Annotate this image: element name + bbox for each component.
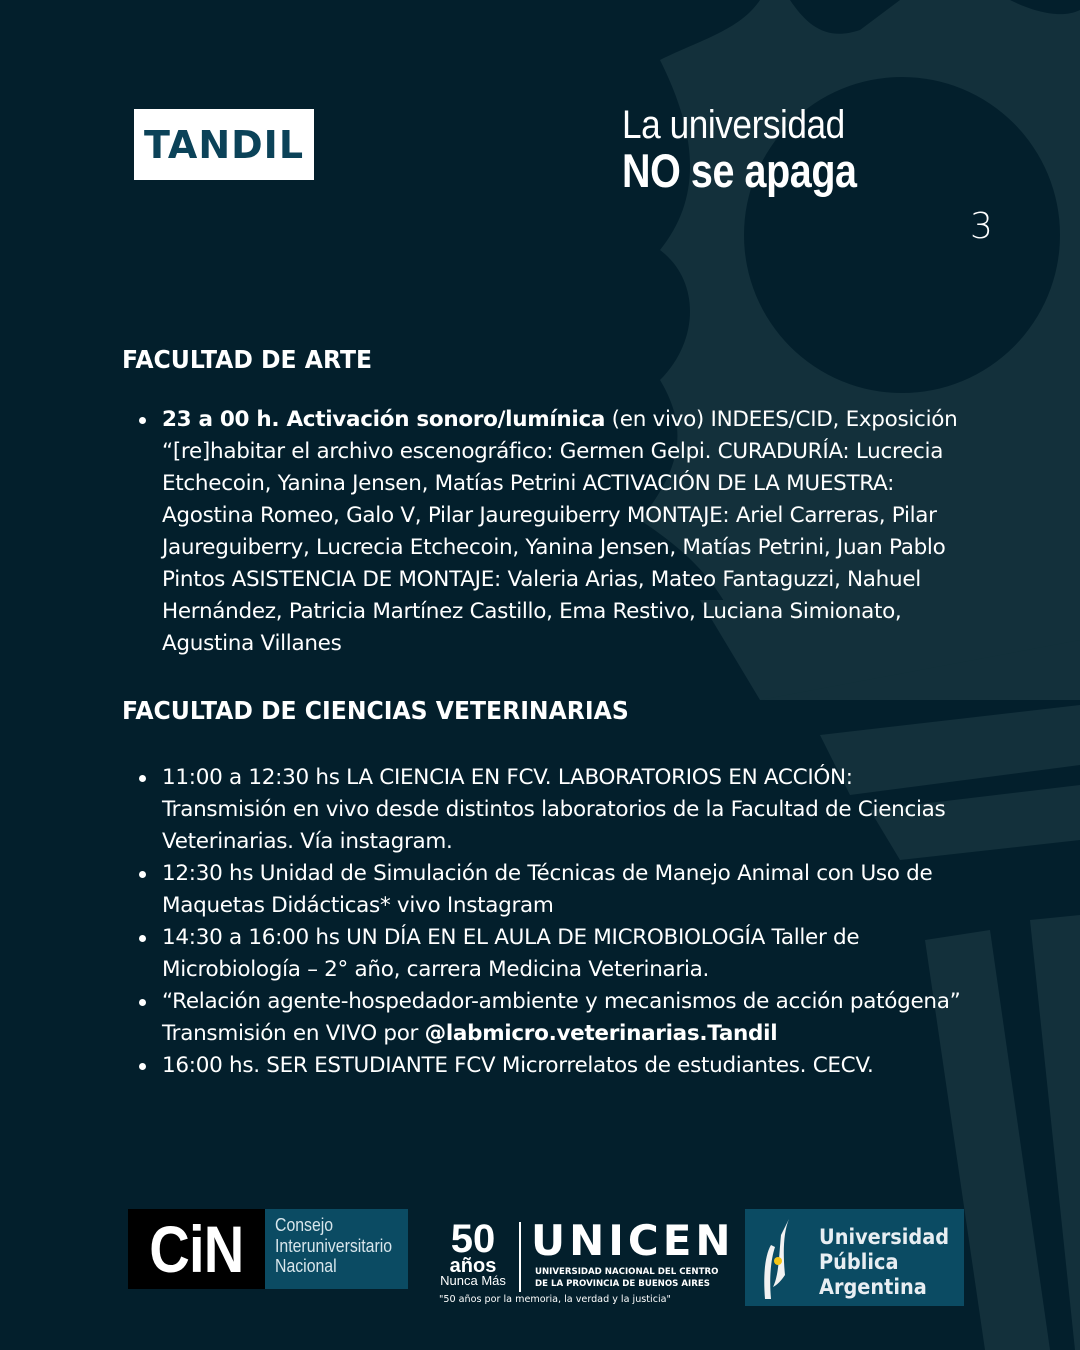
- section-title-veterinarias: FACULTAD DE CIENCIAS VETERINARIAS: [122, 696, 629, 725]
- unicen-subtitle: [535, 1266, 718, 1290]
- upa-line-1: Universidad: [819, 1225, 950, 1249]
- unicen-quote: "50 años por la memoria, la verdad y la justicia": [439, 1294, 671, 1305]
- event-description: 12:30 hs Unidad de Simulación de Técnicas de Manejo Animal con Uso de Maquetas Didácticas* vivo Instagram: [162, 861, 933, 918]
- nunca-mas: Nunca Más: [440, 1273, 506, 1288]
- event-description: 11:00 a 12:30 hs LA CIENCIA EN FCV. LABORATORIOS EN ACCIÓN: Transmisión en vivo desde distintos laboratorios de la Facultad de Ciencias Veterinarias. Vía instagram.: [162, 765, 946, 854]
- list-item: [130, 986, 970, 1050]
- cin-line-3: Nacional: [274, 1256, 337, 1276]
- unicen-logo: [433, 1216, 735, 1313]
- location-badge: [134, 109, 314, 180]
- list-item: [130, 858, 970, 922]
- unicen-brand: UNICEN: [531, 1216, 735, 1265]
- event-description: (en vivo) INDEES/CID, Exposición “[re]habitar el archivo escenográfico: Germen Gelpi. CURADURÍA: Lucrecia Etchecoin, Yanina Jensen, Matías Petrini ACTIVACIÓN DE LA MUESTRA: Agostina Romeo, Galo V, Pilar Jaureguiberry MONTAJE: Ariel Carreras, Pilar Jaureguiberry, Lucrecia Etchecoin, Yanina Jensen, Matías Petrini, Juan Pablo Pintos ASISTENCIA DE MONTAJE: Valeria Arias, Mateo Fantaguzzi, Nahuel Hernández, Patricia Martínez Castillo, Ema Restivo, Luciana Simionato, Agustina Villanes: [162, 407, 958, 656]
- event-description: 14:30 a 16:00 hs UN DÍA EN EL AULA DE MICROBIOLOGÍA Taller de Microbiología – 2° año, carrera Medicina Veterinaria.: [162, 925, 860, 982]
- event-highlight: 23 a 00 h. Activación sonoro/lumínica: [162, 407, 606, 432]
- cin-acronym: CiN: [149, 1212, 244, 1286]
- list-item: [130, 1050, 970, 1082]
- upa-line-3: Argentina: [819, 1275, 927, 1299]
- cin-logo-mark: [128, 1209, 265, 1289]
- cin-line-2: Interuniversitario: [274, 1235, 393, 1256]
- fifty-years-mark: [433, 1217, 513, 1288]
- universidad-publica-argentina-logo: [745, 1209, 964, 1306]
- instagram-handle: @labmicro.veterinarias.Tandil: [424, 1021, 778, 1046]
- logo-divider: [519, 1222, 521, 1292]
- slogan-line-2: NO se apaga: [622, 144, 857, 197]
- fifty-anos: años: [449, 1255, 497, 1277]
- event-description: 16:00 hs. SER ESTUDIANTE FCV Microrrelatos de estudiantes. CECV.: [162, 1053, 874, 1078]
- section-title-arte: FACULTAD DE ARTE: [122, 345, 373, 374]
- campaign-slogan: [622, 102, 892, 197]
- list-item: [130, 922, 970, 986]
- upa-mark-icon: [759, 1215, 799, 1301]
- list-item: [130, 404, 970, 660]
- unicen-subtitle-line-2: DE LA PROVINCIA DE BUENOS AIRES: [535, 1279, 710, 1289]
- upa-line-2: Pública: [819, 1250, 899, 1274]
- fifty-number: 50: [450, 1217, 496, 1261]
- location-badge-text: TANDIL: [143, 122, 305, 167]
- page-number: 3: [970, 206, 993, 247]
- upa-text: [819, 1225, 949, 1300]
- cin-logo-text: [265, 1209, 408, 1289]
- cin-line-1: Consejo: [274, 1215, 334, 1235]
- veterinarias-event-list: [130, 762, 970, 1082]
- slogan-line-1: La universidad: [622, 103, 845, 147]
- list-item: [130, 762, 970, 858]
- unicen-subtitle-line-1: UNIVERSIDAD NACIONAL DEL CENTRO: [535, 1267, 719, 1277]
- event-description: “Relación agente-hospedador-ambiente y mecanismos de acción patógena” Transmisión en VIVO por: [162, 989, 961, 1046]
- arte-event-list: [130, 404, 970, 660]
- cin-logo: [128, 1209, 408, 1289]
